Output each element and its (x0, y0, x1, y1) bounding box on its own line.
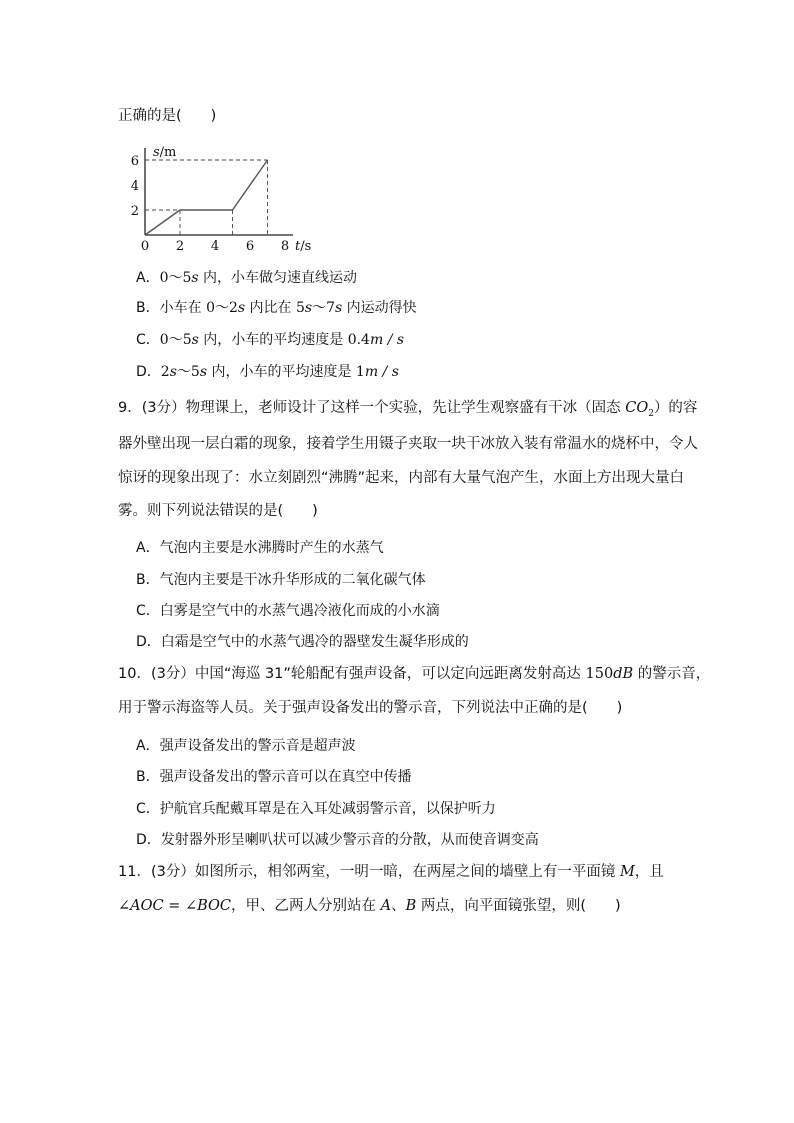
q8-option-a: A．0～5s 内，小车做匀速直线运动 (136, 270, 358, 286)
q10-stem-line-2: 用于警示海盗等人员。关于强声设备发出的警示音，下列说法中正确的是( ) (118, 700, 623, 716)
q9-option-c: C．白雾是空气中的水蒸气遇冷液化而成的小水滴 (136, 603, 440, 619)
q8-option-d: D．2s～5s 内，小车的平均速度是 1m / s (136, 364, 399, 380)
series-segment (145, 210, 180, 235)
series-segment (233, 160, 268, 210)
q9-option-d: D．白霜是空气中的水蒸气遇冷的器壁发生凝华形成的 (136, 634, 469, 650)
x-tick-label: 2 (175, 239, 185, 254)
q10-option-b: B．强声设备发出的警示音可以在真空中传播 (136, 769, 412, 785)
x-tick-label: 0 (140, 239, 150, 254)
y-tick-label: 4 (130, 179, 139, 194)
x-axis-label: t/s (295, 239, 312, 254)
q10-option-a: A．强声设备发出的警示音是超声波 (136, 738, 356, 754)
y-tick-label: 2 (130, 204, 139, 219)
q9-stem-line-3: 惊讶的现象出现了：水立刻剧烈“沸腾”起来，内部有大量气泡产生，水面上方出现大量白 (118, 470, 685, 486)
y-tick-label: 6 (130, 154, 139, 169)
q10-option-c: C．护航官兵配戴耳罩是在入耳处减弱警示音，以保护听力 (136, 801, 496, 817)
y-axis-label: s/m (153, 145, 177, 160)
q11-stem-line-2: ∠AOC = ∠BOC，甲、乙两人分别站在 A、B 两点，向平面镜张望，则( ) (118, 898, 621, 914)
q9-stem-line-2: 器外壁出现一层白霜的现象，接着学生用镊子夹取一块干冰放入装有常温水的烧杯中，令人 (118, 436, 698, 452)
q8-stem: 正确的是( ) (118, 108, 217, 124)
q11-stem-line-1: 11．(3分）如图所示，相邻两室，一明一暗，在两屋之间的墙壁上有一平面镜 M，且 (118, 864, 664, 880)
q9-option-b: B．气泡内主要是干冰升华形成的二氧化碳气体 (136, 572, 426, 588)
q10-option-d: D．发射器外形呈喇叭状可以减少警示音的分散，从而使音调变高 (136, 832, 539, 848)
q8-option-c: C．0～5s 内，小车的平均速度是 0.4m / s (136, 332, 405, 348)
x-tick-label: 6 (245, 239, 255, 254)
x-tick-label: 8 (280, 239, 290, 254)
q10-stem-line-1: 10．(3分）中国“海巡 31”轮船配有强声设备，可以定向远距离发射高达 150dB 的警示音， (118, 666, 711, 682)
q9-stem-line-1: 9．(3分）物理课上，老师设计了这样一个实验，先让学生观察盛有干冰（固态 $CO_2$）的容 (118, 400, 698, 419)
q8-option-b: B．小车在 0～2s 内比在 5s～7s 内运动得快 (136, 300, 417, 316)
q9-option-a: A．气泡内主要是水沸腾时产生的水蒸气 (136, 540, 384, 556)
q9-stem-line-4: 雾。则下列说法错误的是( ) (118, 503, 318, 519)
x-tick-label: 4 (210, 239, 220, 254)
q8-st-graph (125, 145, 345, 265)
